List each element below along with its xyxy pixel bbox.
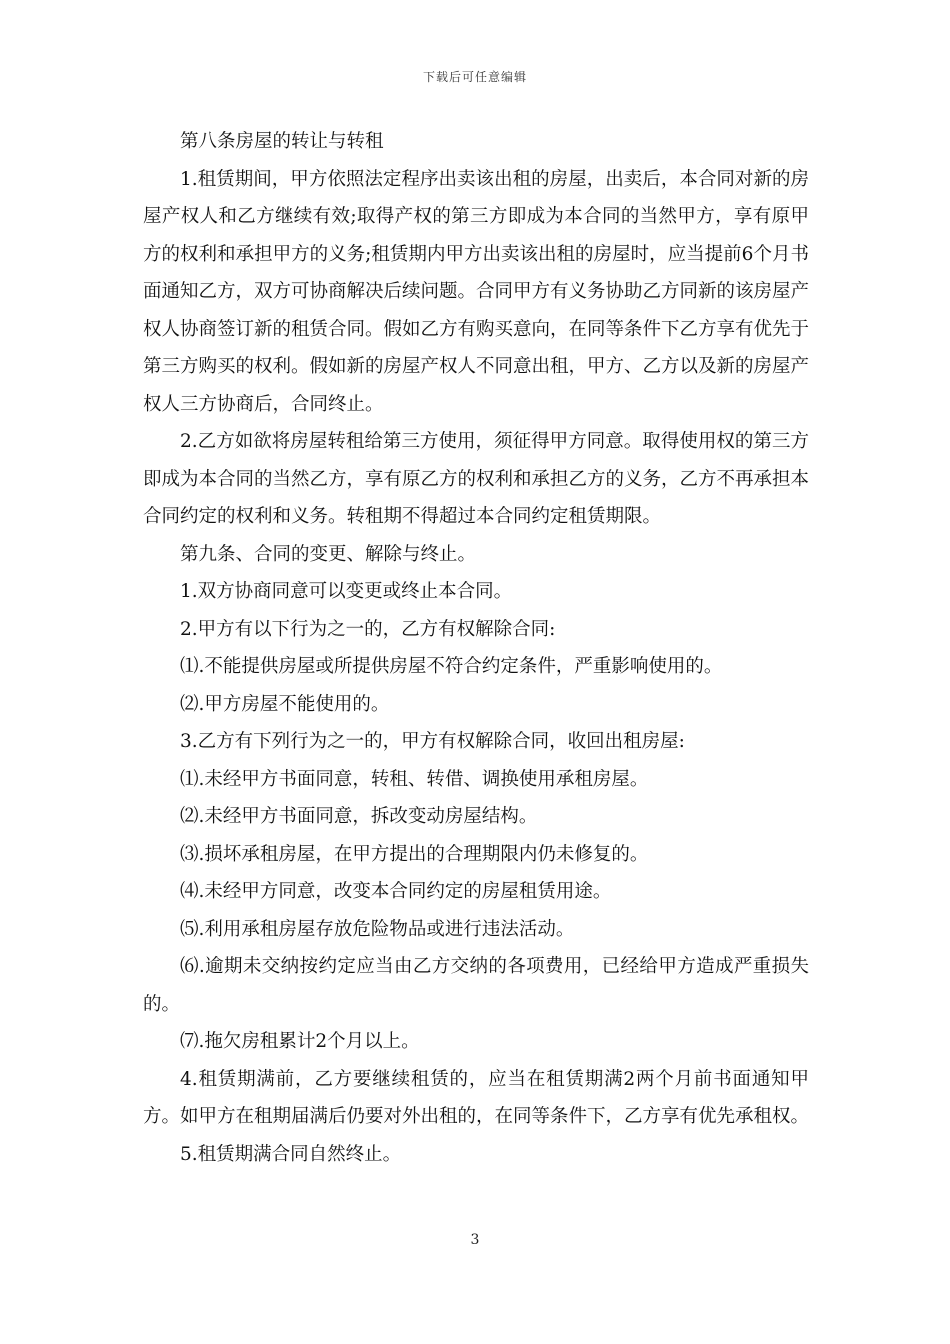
list-item: ⑸.利用承租房屋存放危险物品或进行违法活动。 bbox=[180, 918, 575, 940]
list-item: ⑵.未经甲方书面同意，拆改变动房屋结构。 bbox=[180, 806, 538, 827]
header-note: 下载后可任意编辑 bbox=[422, 70, 527, 84]
paragraph: 4.租赁期满前，乙方要继续租赁的，应当在租赁期满2两个月前书面通知甲方。如甲方在租期届满后仍要对外出租的，在同等条件下，乙方享有优先承租权。 bbox=[143, 1068, 810, 1127]
list-item: ⑶.损坏承租房屋，在甲方提出的合理期限内仍未修复的。 bbox=[180, 843, 649, 865]
paragraph: 2.乙方如欲将房屋转租给第三方使用，须征得甲方同意。取得使用权的第三方即成为本合同的当然乙方，享有原乙方的权利和承担乙方的义务，乙方不再承担本合同约定的权利和义务。转租期不得超过本合同约定租赁期限。 bbox=[143, 431, 810, 527]
paragraph: 3.乙方有下列行为之一的，甲方有权解除合同，收回出租房屋: bbox=[180, 731, 685, 752]
paragraph: 2.甲方有以下行为之一的，乙方有权解除合同: bbox=[180, 618, 556, 640]
list-item: ⑹.逾期未交纳按约定应当由乙方交纳的各项费用，已经给甲方造成严重损失的。 bbox=[143, 956, 809, 1015]
page-number: 3 bbox=[470, 1232, 480, 1248]
section-heading-article-8: 第八条房屋的转让与转租 bbox=[180, 131, 384, 152]
list-item: ⑴.未经甲方书面同意，转租、转借、调换使用承租房屋。 bbox=[180, 768, 649, 790]
document-body bbox=[143, 123, 809, 1173]
list-item: ⑵.甲方房屋不能使用的。 bbox=[180, 693, 390, 715]
paragraph: 1.租赁期间，甲方依照法定程序出卖该出租的房屋，出卖后，本合同对新的房屋产权人和乙方继续有效;取得产权的第三方即成为本合同的当然甲方，享有原甲方的权利和承担甲方的义务;租赁期内甲方出卖该出租的房屋时，应当提前6个月书面通知乙方，双方可协商解决后续问题。合同甲方有义务协助乙方同新的该房屋产权人协商签订新的租赁合同。假如乙方有购买意向，在同等条件下乙方享有优先于第三方购买的权利。假如新的房屋产权人不同意出租，甲方、乙方以及新的房屋产权人三方协商后，合同终止。 bbox=[143, 168, 810, 415]
section-heading-article-9: 第九条、合同的变更、解除与终止。 bbox=[180, 543, 477, 565]
list-item: ⑺.拖欠房租累计2个月以上。 bbox=[180, 1031, 420, 1052]
list-item: ⑴.不能提供房屋或所提供房屋不符合约定条件，严重影响使用的。 bbox=[180, 656, 723, 677]
list-item: ⑷.未经甲方同意，改变本合同约定的房屋租赁用途。 bbox=[180, 881, 612, 902]
paragraph: 1.双方协商同意可以变更或终止本合同。 bbox=[180, 581, 513, 602]
paragraph: 5.租赁期满合同自然终止。 bbox=[180, 1143, 402, 1165]
